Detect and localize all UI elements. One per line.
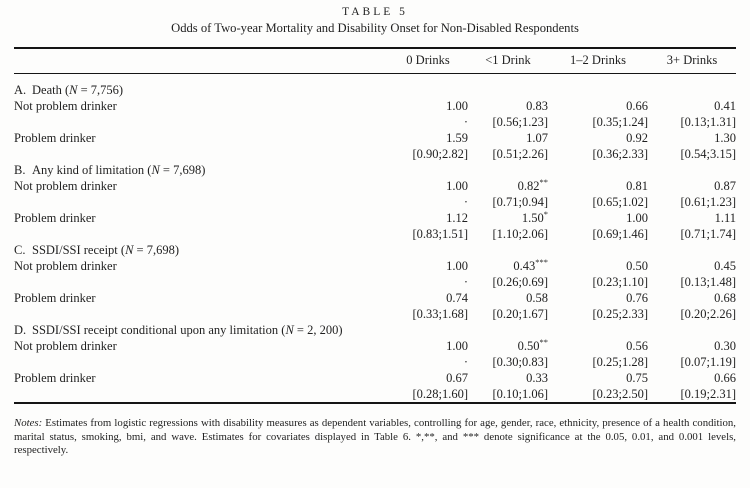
odds-ratio-value: 0.83 bbox=[526, 99, 548, 113]
sample-size-symbol: N bbox=[151, 163, 160, 177]
confidence-interval-value: · bbox=[463, 195, 468, 209]
odds-ratio-value: 1.11 bbox=[714, 211, 736, 225]
row-label: Problem drinker bbox=[14, 371, 96, 385]
odds-ratio-value: 0.82** bbox=[517, 176, 548, 193]
odds-ratio-value: 0.50** bbox=[517, 336, 548, 353]
confidence-interval-value: [0.51;2.26] bbox=[492, 147, 548, 161]
confidence-interval-row bbox=[14, 274, 736, 290]
row-label: Not problem drinker bbox=[14, 259, 117, 273]
odds-ratio-row bbox=[14, 290, 736, 306]
confidence-interval-value: [0.13;1.31] bbox=[680, 115, 736, 129]
odds-ratio-value: 1.30 bbox=[714, 131, 736, 145]
confidence-interval-value: [0.69;1.46] bbox=[592, 227, 648, 241]
odds-ratio-row bbox=[14, 338, 736, 354]
confidence-interval-value: [0.25;1.28] bbox=[592, 355, 648, 369]
odds-ratio-value: 0.87 bbox=[714, 179, 736, 193]
confidence-interval-value: [0.33;1.68] bbox=[412, 307, 468, 321]
confidence-interval-row bbox=[14, 306, 736, 322]
confidence-interval-value: [0.65;1.02] bbox=[592, 195, 648, 209]
confidence-interval-row bbox=[14, 146, 736, 162]
panel-heading-row bbox=[14, 162, 736, 178]
confidence-interval-value: · bbox=[463, 115, 468, 129]
results-table bbox=[14, 47, 736, 404]
confidence-interval-value: [0.54;3.15] bbox=[680, 147, 736, 161]
confidence-interval-value: [0.71;1.74] bbox=[680, 227, 736, 241]
odds-ratio-value: 1.59 bbox=[446, 131, 468, 145]
panel-letter: D. bbox=[14, 323, 27, 337]
panel-letter: B. bbox=[14, 163, 26, 177]
confidence-interval-row bbox=[14, 226, 736, 242]
odds-ratio-value: 1.00 bbox=[446, 339, 468, 353]
odds-ratio-value: 0.92 bbox=[626, 131, 648, 145]
odds-ratio-value: 0.67 bbox=[446, 371, 468, 385]
confidence-interval-value: [0.20;2.26] bbox=[680, 307, 736, 321]
panel-letter: C. bbox=[14, 243, 26, 257]
panel-heading: D. SSDI/SSI receipt conditional upon any limitation (N = 2, 200) bbox=[14, 323, 343, 337]
confidence-interval-value: [0.07;1.19] bbox=[680, 355, 736, 369]
notes-text: Estimates from logistic regressions with disability measures as dependent variables, controlling for age, gender, race, ethnicity, presence of a health condition, marital status, smoking, bmi, and wave. Estimates for covariates displayed in Table 6. *,**, and *** denote significance at the 0.05, 0.01, and 0.001 levels, respectively. bbox=[14, 417, 736, 457]
odds-ratio-value: 0.33 bbox=[526, 371, 548, 385]
significance-stars: ** bbox=[539, 336, 548, 347]
panel-heading-row bbox=[14, 74, 736, 99]
table-notes bbox=[14, 417, 736, 458]
row-label: Not problem drinker bbox=[14, 339, 117, 353]
row-label bbox=[14, 226, 388, 242]
confidence-interval-value: [0.71;0.94] bbox=[492, 195, 548, 209]
confidence-interval-value: [0.19;2.31] bbox=[680, 387, 736, 401]
row-label: Not problem drinker bbox=[14, 99, 117, 113]
odds-ratio-value: 0.43*** bbox=[513, 256, 548, 273]
odds-ratio-value: 0.56 bbox=[626, 339, 648, 353]
odds-ratio-row bbox=[14, 210, 736, 226]
row-label: Problem drinker bbox=[14, 291, 96, 305]
confidence-interval-value: [0.23;2.50] bbox=[592, 387, 648, 401]
confidence-interval-value: [0.28;1.60] bbox=[412, 387, 468, 401]
odds-ratio-value: 1.00 bbox=[626, 211, 648, 225]
odds-ratio-row bbox=[14, 130, 736, 146]
panel-heading-row bbox=[14, 242, 736, 258]
confidence-interval-value: [0.20;1.67] bbox=[492, 307, 548, 321]
row-label: Problem drinker bbox=[14, 131, 96, 145]
significance-stars: ** bbox=[539, 176, 548, 187]
panel-heading: C. SSDI/SSI receipt (N = 7,698) bbox=[14, 243, 179, 257]
column-header-row bbox=[14, 48, 736, 74]
confidence-interval-value: [0.30;0.83] bbox=[492, 355, 548, 369]
notes-label: Notes: bbox=[14, 417, 43, 429]
confidence-interval-value: · bbox=[463, 355, 468, 369]
row-label: Problem drinker bbox=[14, 211, 96, 225]
row-label-column-header bbox=[14, 48, 388, 74]
odds-ratio-value: 1.00 bbox=[446, 99, 468, 113]
confidence-interval-row bbox=[14, 354, 736, 370]
row-label bbox=[14, 386, 388, 403]
sample-size-symbol: N bbox=[285, 323, 294, 337]
confidence-interval-row bbox=[14, 114, 736, 130]
odds-ratio-value: 1.50* bbox=[521, 208, 548, 225]
confidence-interval-value: · bbox=[463, 275, 468, 289]
sample-size-symbol: N bbox=[125, 243, 134, 257]
confidence-interval-row bbox=[14, 386, 736, 403]
odds-ratio-value: 1.07 bbox=[526, 131, 548, 145]
odds-ratio-value: 1.12 bbox=[446, 211, 468, 225]
confidence-interval-value: [0.25;2.33] bbox=[592, 307, 648, 321]
odds-ratio-row bbox=[14, 178, 736, 194]
row-label bbox=[14, 194, 388, 210]
confidence-interval-value: [0.35;1.24] bbox=[592, 115, 648, 129]
column-header: 0 Drinks bbox=[388, 48, 468, 74]
column-header: 1–2 Drinks bbox=[548, 48, 648, 74]
odds-ratio-value: 0.58 bbox=[526, 291, 548, 305]
odds-ratio-value: 1.00 bbox=[446, 179, 468, 193]
odds-ratio-value: 0.81 bbox=[626, 179, 648, 193]
odds-ratio-row bbox=[14, 98, 736, 114]
table-header bbox=[14, 48, 736, 74]
significance-stars: *** bbox=[535, 256, 548, 267]
panel-letter: A. bbox=[14, 83, 27, 97]
confidence-interval-value: [0.90;2.82] bbox=[412, 147, 468, 161]
row-label bbox=[14, 114, 388, 130]
confidence-interval-row bbox=[14, 194, 736, 210]
panel-heading: B. Any kind of limitation (N = 7,698) bbox=[14, 163, 206, 177]
odds-ratio-value: 0.30 bbox=[714, 339, 736, 353]
row-label bbox=[14, 274, 388, 290]
odds-ratio-row bbox=[14, 258, 736, 274]
confidence-interval-value: [0.26;0.69] bbox=[492, 275, 548, 289]
confidence-interval-value: [0.13;1.48] bbox=[680, 275, 736, 289]
table-title-block bbox=[0, 0, 750, 36]
odds-ratio-value: 0.50 bbox=[626, 259, 648, 273]
odds-ratio-value: 0.75 bbox=[626, 371, 648, 385]
panel-heading-row bbox=[14, 322, 736, 338]
odds-ratio-value: 0.66 bbox=[626, 99, 648, 113]
odds-ratio-value: 0.68 bbox=[714, 291, 736, 305]
row-label bbox=[14, 306, 388, 322]
confidence-interval-value: [0.56;1.23] bbox=[492, 115, 548, 129]
row-label bbox=[14, 354, 388, 370]
table-body bbox=[14, 74, 736, 404]
odds-ratio-value: 1.00 bbox=[446, 259, 468, 273]
column-header: 3+ Drinks bbox=[648, 48, 736, 74]
table-title: Odds of Two-year Mortality and Disability Onset for Non-Disabled Respondents bbox=[171, 21, 579, 35]
odds-ratio-value: 0.45 bbox=[714, 259, 736, 273]
confidence-interval-value: [0.61;1.23] bbox=[680, 195, 736, 209]
confidence-interval-value: [0.36;2.33] bbox=[592, 147, 648, 161]
column-header: <1 Drink bbox=[468, 48, 548, 74]
odds-ratio-value: 0.74 bbox=[446, 291, 468, 305]
confidence-interval-value: [1.10;2.06] bbox=[492, 227, 548, 241]
confidence-interval-value: [0.10;1.06] bbox=[492, 387, 548, 401]
row-label: Not problem drinker bbox=[14, 179, 117, 193]
row-label bbox=[14, 146, 388, 162]
significance-stars: * bbox=[543, 208, 548, 219]
sample-size-symbol: N bbox=[69, 83, 78, 97]
table-number-label: TABLE 5 bbox=[342, 6, 408, 18]
confidence-interval-value: [0.23;1.10] bbox=[592, 275, 648, 289]
panel-heading: A. Death (N = 7,756) bbox=[14, 83, 124, 97]
odds-ratio-value: 0.76 bbox=[626, 291, 648, 305]
odds-ratio-row bbox=[14, 370, 736, 386]
confidence-interval-value: [0.83;1.51] bbox=[412, 227, 468, 241]
odds-ratio-value: 0.66 bbox=[714, 371, 736, 385]
odds-ratio-value: 0.41 bbox=[714, 99, 736, 113]
